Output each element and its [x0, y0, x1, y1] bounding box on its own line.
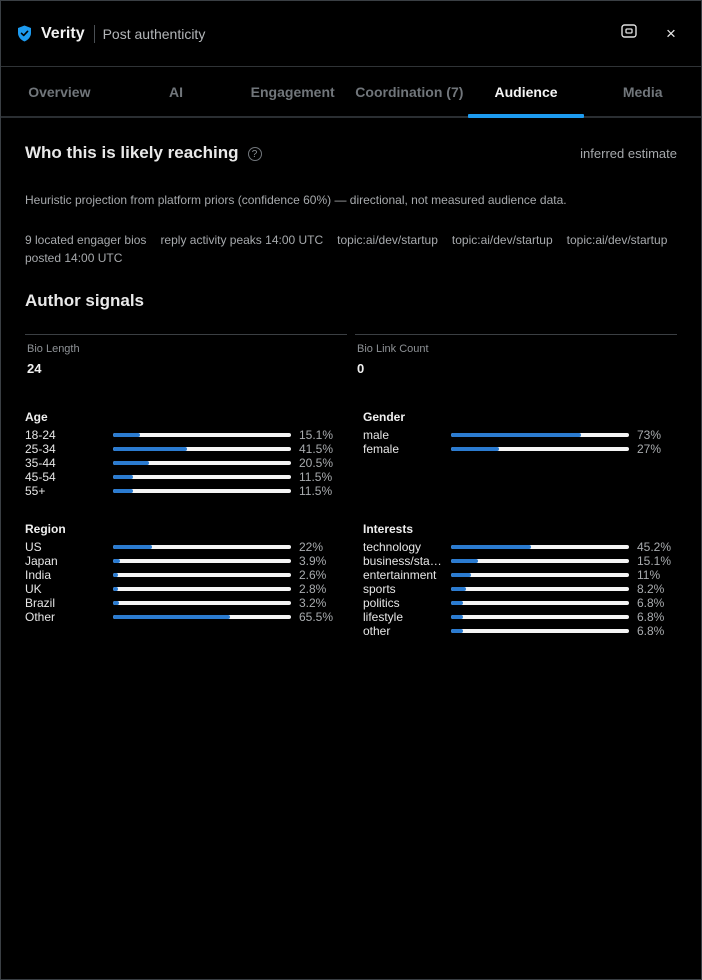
row-bar-track: [451, 629, 629, 633]
distribution-row: [25, 442, 363, 456]
evidence-chip: topic:ai/dev/startup: [451, 233, 553, 247]
author-signals: [25, 334, 677, 376]
evidence-chip: posted 14:00 UTC: [25, 251, 123, 265]
row-bar-track: [451, 601, 629, 605]
row-bar-track: [113, 601, 291, 605]
distribution-row: [363, 442, 677, 456]
row-bar-track: [451, 447, 629, 451]
row-bar-fill: [113, 447, 187, 451]
signal-bio-link-count: [355, 334, 677, 376]
row-value: 11.5%: [299, 470, 333, 484]
distribution-row: [25, 568, 363, 582]
row-bar-fill: [113, 559, 120, 563]
row-label: female: [363, 442, 400, 456]
row-bar-fill: [451, 615, 463, 619]
audience-title: Who this is likely reaching: [25, 143, 239, 162]
row-label: male: [363, 428, 390, 442]
distribution-row: [25, 456, 363, 470]
row-value: 3.9%: [299, 554, 327, 568]
row-bar-track: [113, 475, 291, 479]
row-bar-track: [113, 559, 291, 563]
distribution-interests: [363, 522, 677, 638]
distribution-row: [25, 554, 363, 568]
row-value: 20.5%: [299, 456, 334, 470]
panel-header: [1, 1, 701, 67]
row-value: 8.2%: [637, 582, 665, 596]
row-value: 15.1%: [637, 554, 672, 568]
row-bar-track: [113, 489, 291, 493]
close-button[interactable]: [657, 20, 685, 48]
row-bar-track: [451, 433, 629, 437]
row-value: 3.2%: [299, 596, 327, 610]
distribution-gender: [363, 410, 677, 498]
row-bar-fill: [113, 433, 140, 437]
row-bar-track: [113, 615, 291, 619]
row-bar-fill: [451, 629, 463, 633]
row-bar-track: [451, 573, 629, 577]
distribution-row: [363, 554, 677, 568]
distribution-row: [25, 596, 363, 610]
row-bar-track: [451, 587, 629, 591]
author-signals-title: Author signals: [25, 291, 145, 310]
row-bar-fill: [113, 615, 230, 619]
row-bar-track: [113, 587, 291, 591]
signal-label: Bio Length: [27, 343, 80, 355]
audience-title-row: [25, 142, 677, 164]
distribution-title: Age: [25, 410, 48, 424]
distribution-row: [25, 470, 363, 484]
row-value: 6.8%: [637, 624, 665, 638]
row-bar-fill: [451, 601, 463, 605]
row-label: business/sta…: [363, 554, 442, 568]
distribution-row: [25, 484, 363, 498]
shield-check-icon: [17, 25, 32, 42]
tab-audience[interactable]: Audience: [468, 67, 585, 116]
row-value: 6.8%: [637, 596, 665, 610]
tab-ai[interactable]: AI: [169, 83, 183, 100]
brand: [17, 25, 205, 43]
row-bar-fill: [451, 587, 466, 591]
row-bar-track: [113, 461, 291, 465]
row-label: entertainment: [363, 568, 437, 582]
row-bar-fill: [113, 601, 119, 605]
row-label: US: [25, 540, 42, 554]
row-label: politics: [363, 596, 400, 610]
distribution-row: [25, 610, 363, 624]
audience-description: Heuristic projection from platform priors (confidence 60%) — directional, not measured audience data.: [25, 193, 567, 207]
row-bar-fill: [451, 447, 499, 451]
evidence-chips: [25, 231, 677, 267]
row-value: 41.5%: [299, 442, 334, 456]
audience-content: [1, 142, 701, 638]
row-label: other: [363, 624, 391, 638]
row-bar-track: [113, 433, 291, 437]
audience-distributions: [25, 410, 677, 638]
distribution-row: [363, 624, 677, 638]
tab-overview[interactable]: Overview: [28, 83, 91, 100]
row-bar-track: [451, 559, 629, 563]
row-value: 2.8%: [299, 582, 327, 596]
row-label: 55+: [25, 484, 46, 498]
row-bar-fill: [113, 489, 133, 493]
header-divider: [94, 25, 95, 43]
tab-bar: [1, 67, 701, 118]
row-value: 65.5%: [299, 610, 334, 624]
row-bar-track: [451, 545, 629, 549]
row-bar-track: [113, 447, 291, 451]
row-bar-fill: [451, 545, 531, 549]
row-bar-fill: [451, 573, 471, 577]
row-bar-fill: [451, 433, 581, 437]
signal-value: 24: [27, 361, 42, 376]
distribution-row: [25, 428, 363, 442]
evidence-chip: reply activity peaks 14:00 UTC: [160, 233, 324, 247]
row-label: 45-54: [25, 470, 56, 484]
distribution-row: [363, 428, 677, 442]
header-subtitle: Post authenticity: [102, 25, 206, 42]
signal-label: Bio Link Count: [357, 343, 429, 355]
distribution-row: [363, 610, 677, 624]
distribution-title: Interests: [363, 522, 414, 536]
row-label: technology: [363, 540, 422, 554]
close-icon: ×: [666, 24, 676, 43]
row-value: 22%: [299, 540, 324, 554]
tab-engagement[interactable]: Engagement: [250, 83, 335, 100]
distribution-row: [363, 568, 677, 582]
help-icon[interactable]: ?: [248, 147, 262, 161]
row-label: India: [25, 568, 52, 582]
row-bar-track: [113, 545, 291, 549]
row-value: 45.2%: [637, 540, 672, 554]
row-bar-fill: [113, 573, 118, 577]
row-bar-fill: [113, 587, 118, 591]
row-value: 6.8%: [637, 610, 665, 624]
distribution-region: [25, 522, 363, 638]
tab-media[interactable]: Media: [622, 83, 663, 100]
row-value: 15.1%: [299, 428, 334, 442]
row-bar-fill: [113, 475, 133, 479]
tab-coordination[interactable]: Coordination (7): [355, 83, 464, 100]
signal-bio-length: [25, 334, 347, 376]
row-label: 35-44: [25, 456, 56, 470]
evidence-chip: topic:ai/dev/startup: [566, 233, 668, 247]
distribution-title: Gender: [363, 410, 406, 424]
distribution-title: Region: [25, 522, 66, 536]
row-value: 11%: [637, 568, 661, 582]
distribution-row: [25, 582, 363, 596]
row-bar-fill: [113, 461, 149, 465]
screenshot-button[interactable]: [615, 20, 643, 48]
row-label: 18-24: [25, 428, 56, 442]
row-value: 11.5%: [299, 484, 333, 498]
row-label: Brazil: [25, 596, 56, 610]
distribution-row: [363, 582, 677, 596]
row-bar-track: [113, 573, 291, 577]
screenshot-icon: [621, 24, 637, 43]
distribution-row: [363, 540, 677, 554]
row-label: Other: [25, 610, 56, 624]
distribution-row: [363, 596, 677, 610]
row-value: 2.6%: [299, 568, 327, 582]
row-label: 25-34: [25, 442, 56, 456]
row-bar-track: [451, 615, 629, 619]
signal-value: 0: [357, 361, 365, 376]
estimate-label: inferred estimate: [580, 145, 677, 161]
distribution-row: [25, 540, 363, 554]
row-label: Japan: [25, 554, 58, 568]
brand-name: Verity: [41, 24, 85, 42]
distribution-age: [25, 410, 363, 498]
row-bar-fill: [451, 559, 478, 563]
row-value: 73%: [637, 428, 662, 442]
evidence-chip: 9 located engager bios: [25, 233, 147, 247]
row-bar-fill: [113, 545, 152, 549]
evidence-chip: topic:ai/dev/startup: [337, 233, 438, 247]
row-label: lifestyle: [363, 610, 404, 624]
header-actions: [615, 20, 685, 48]
row-label: sports: [363, 582, 396, 596]
row-label: UK: [25, 582, 42, 596]
row-value: 27%: [637, 442, 662, 456]
